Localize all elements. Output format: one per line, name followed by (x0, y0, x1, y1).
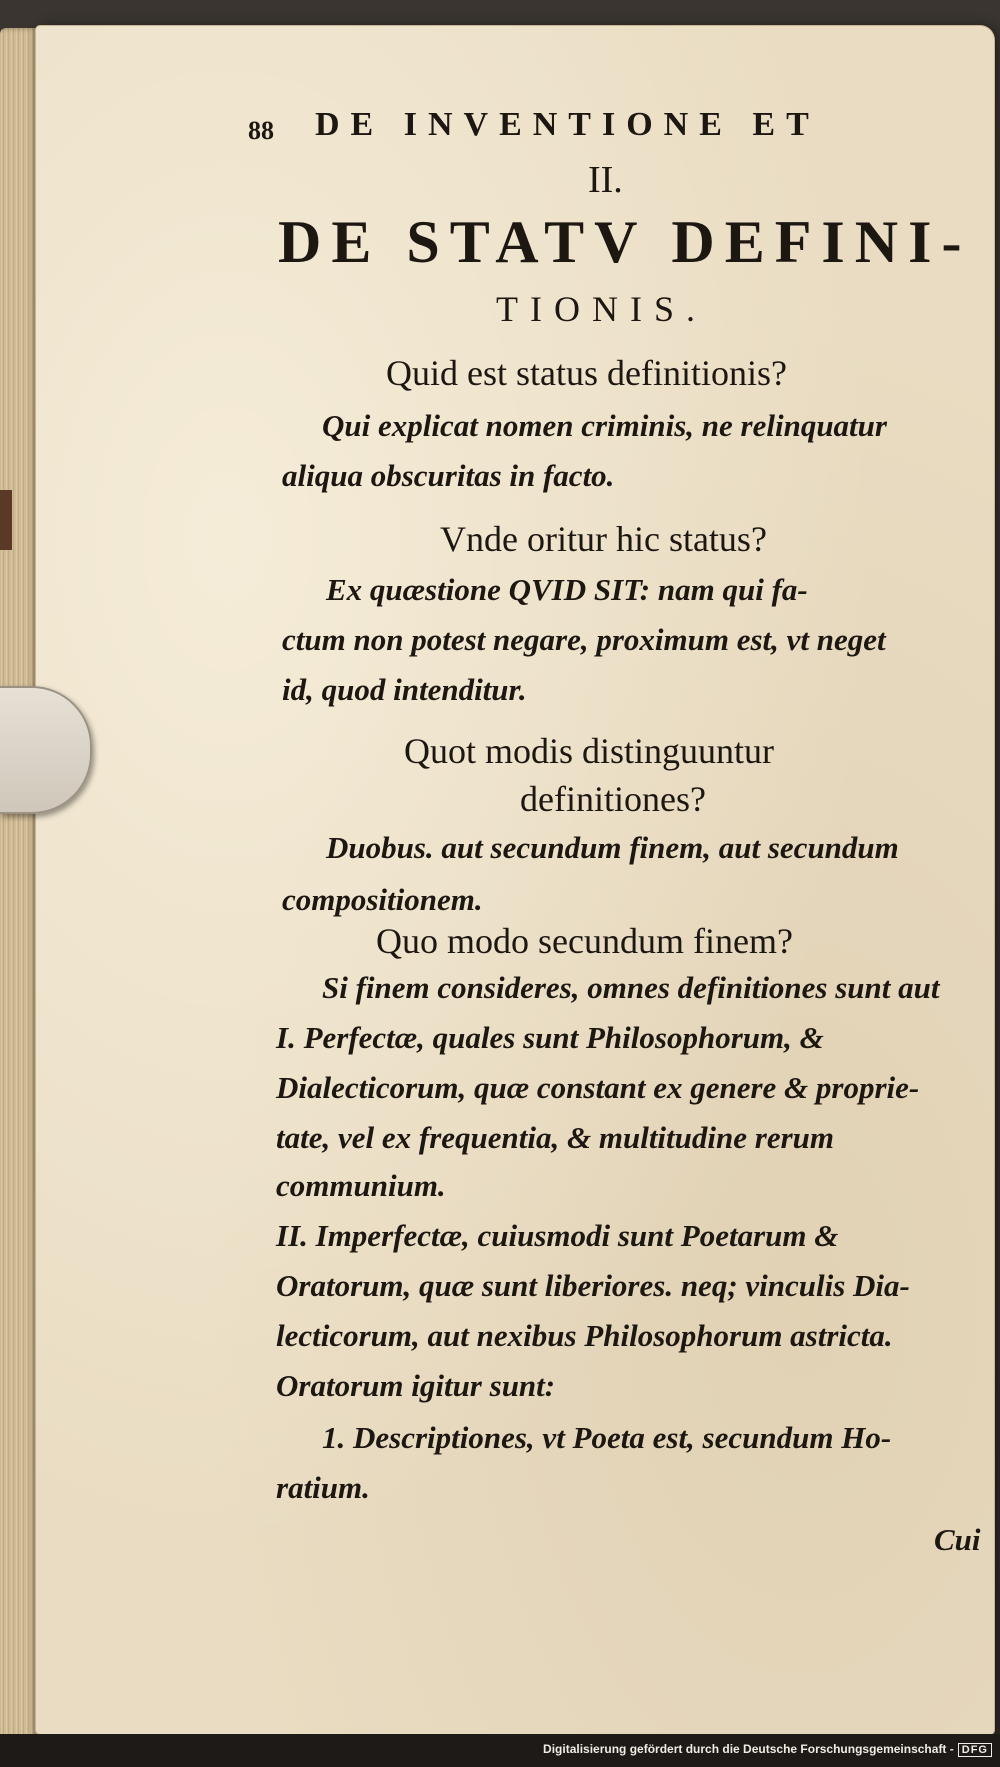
answer-line: II. Imperfectæ, cuiusmodi sunt Poetarum & (276, 1218, 839, 1253)
running-head: DE INVENTIONE ET (315, 106, 820, 143)
question-line: Quid est status definitionis? (386, 353, 787, 393)
answer-line: lecticorum, aut nexibus Philosophorum astricta. (276, 1318, 893, 1353)
question-line: definitiones? (520, 779, 706, 819)
answer-line: Si finem consideres, omnes definitiones sunt aut (322, 970, 940, 1005)
answer-line: Qui explicat nomen criminis, ne relinquatur (322, 408, 887, 443)
answer-line: Duobus. aut secundum finem, aut secundum (326, 830, 899, 865)
answer-line: Oratorum igitur sunt: (276, 1368, 556, 1403)
answer-line: compositionem. (282, 882, 483, 917)
catchword: Cui (934, 1522, 981, 1557)
question-line: Quo modo secundum finem? (376, 921, 793, 961)
section-title-line-2: TIONIS. (496, 289, 707, 329)
dfg-logo: DFG (958, 1743, 992, 1757)
page-number: 88 (248, 116, 274, 145)
book-page (36, 26, 994, 1734)
answer-line: aliqua obscuritas in facto. (282, 458, 615, 493)
digitization-credit (543, 1742, 992, 1757)
question-line: Quot modis distinguuntur (404, 731, 775, 771)
section-number: II. (588, 159, 623, 201)
answer-line: ctum non potest negare, proximum est, vt neget (282, 622, 886, 657)
answer-line: ratium. (276, 1470, 370, 1505)
answer-line: tate, vel ex frequentia, & multitudine rerum (276, 1120, 834, 1155)
answer-line: id, quod intenditur. (282, 672, 527, 707)
section-title-line-1: DE STATV DEFINI- (278, 209, 972, 275)
answer-line: 1. Descriptiones, vt Poeta est, secundum Ho- (322, 1420, 892, 1455)
spine-mark (0, 490, 12, 550)
answer-line: Oratorum, quæ sunt liberiores. neq; vinculis Dia- (276, 1268, 910, 1303)
credit-text: Digitalisierung gefördert durch die Deutsche Forschungsgemeinschaft - (543, 1742, 954, 1756)
question-line: Vnde oritur hic status? (440, 519, 767, 559)
book-page-edges (0, 28, 38, 1740)
answer-line: Ex quæstione QVID SIT: nam qui fa- (326, 572, 808, 607)
answer-line: communium. (276, 1168, 446, 1203)
answer-line: I. Perfectæ, quales sunt Philosophorum, & (276, 1020, 824, 1055)
answer-line: Dialecticorum, quæ constant ex genere & proprie- (276, 1070, 920, 1105)
